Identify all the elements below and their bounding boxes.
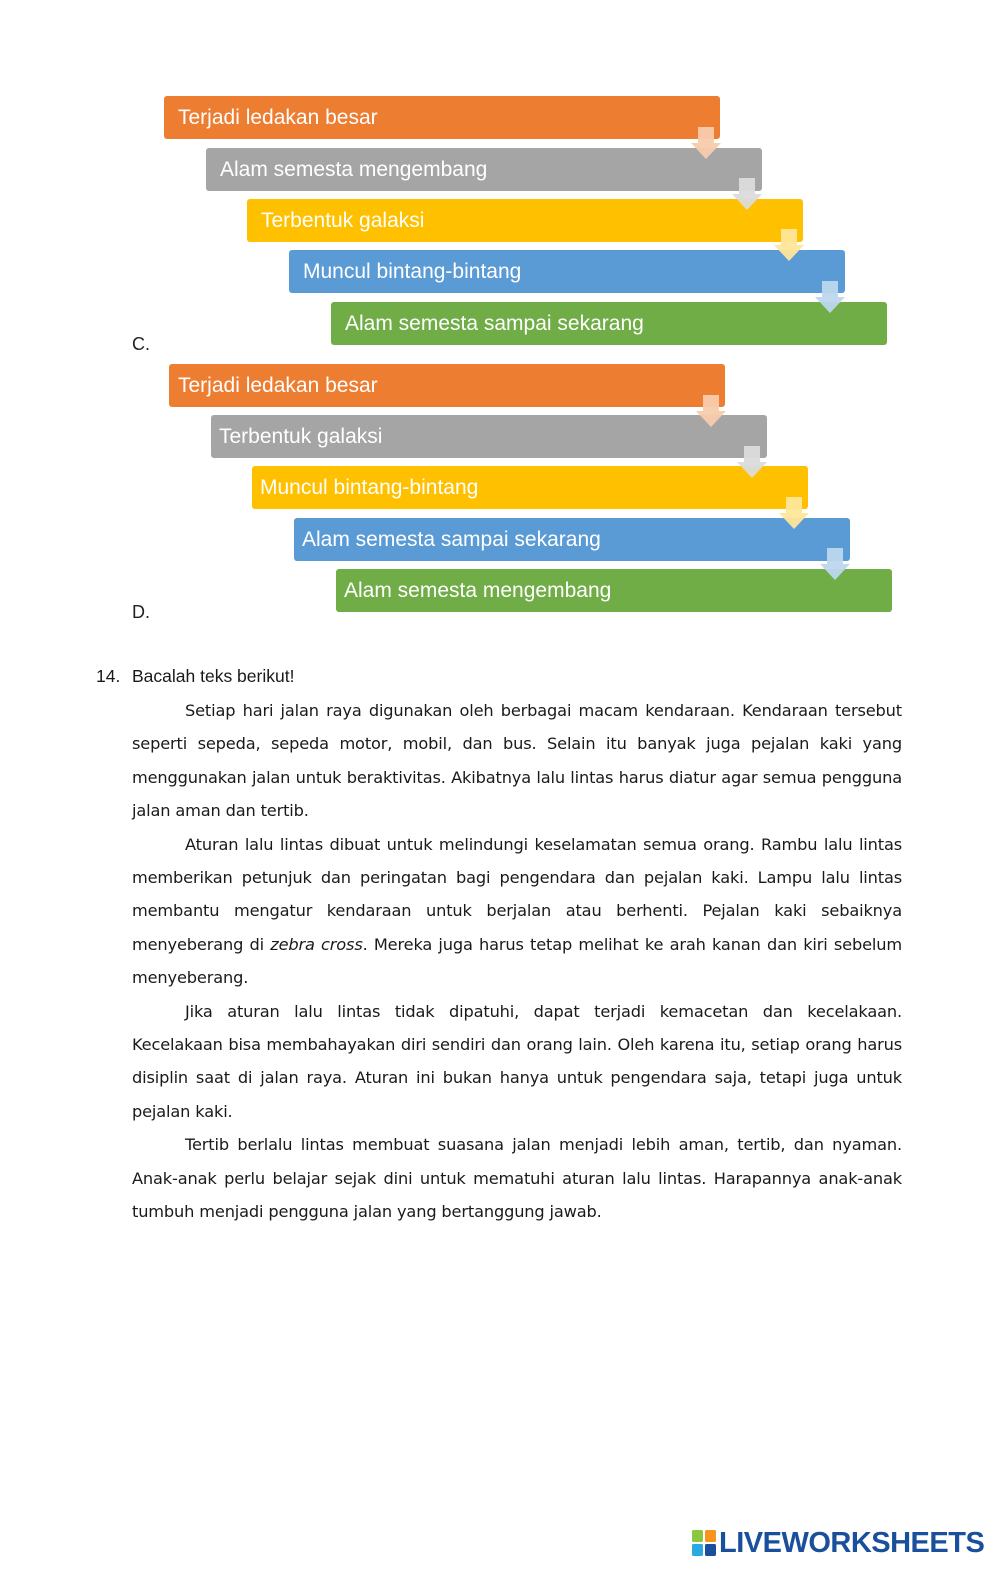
option-d-step-2 [211,415,767,458]
option-c-letter: C. [132,334,150,354]
step-label: Terbentuk galaksi [219,425,383,448]
paragraph-text: Jika aturan lalu lintas tidak dipatuhi, dapat terjadi kemacetan dan kecelakaan. Kecelakaan bisa membahayakan diri sendiri dan orang lain. Oleh karena itu, setiap orang harus disiplin saat di jalan raya. Aturan ini bukan hanya untuk pengendara saja, tetapi juga untuk pejalan kaki. [132,1001,902,1121]
step-label: Muncul bintang-bintang [303,260,522,283]
down-arrow-icon [774,229,804,261]
paragraph-text: Aturan lalu lintas dibuat untuk melindungi keselamatan semua orang. Rambu lalu lintas memberikan petunjuk dan peringatan bagi pengendara dan pejalan kaki. Lampu lalu lintas membantu mengatur kendaraan untuk berjalan atau berhenti. Pejalan kaki sebaiknya menyeberang di [132,834,902,954]
passage-paragraph-4 [132,1128,902,1228]
down-arrow-icon [779,497,809,529]
passage-paragraph-1 [132,694,902,828]
paragraph-text: Setiap hari jalan raya digunakan oleh berbagai macam kendaraan. Kendaraan tersebut seperti sepeda, sepeda motor, mobil, dan bus. Selain itu banyak juga pejalan kaki yang menggunakan jalan untuk beraktivitas. Akibatnya lalu lintas harus diatur agar semua pengguna jalan aman dan tertib. [132,701,902,821]
option-d-step-3 [252,466,808,509]
liveworksheets-logo[interactable] [692,1528,984,1558]
step-label: Alam semesta sampai sekarang [302,528,601,551]
option-c-step-5 [331,302,887,345]
reading-passage [132,694,902,1229]
logo-icon [692,1530,716,1556]
down-arrow-icon [696,395,726,427]
option-d-step-5 [336,569,892,612]
step-label: Terbentuk galaksi [261,209,425,232]
down-arrow-icon [737,446,767,478]
step-label: Alam semesta mengembang [220,158,488,181]
option-d-step-4 [294,518,850,561]
logo-text: LIVEWORKSHEETS [719,1526,985,1559]
down-arrow-icon [691,127,721,159]
passage-paragraph-3 [132,995,902,1129]
option-d-step-1 [169,364,725,407]
step-label: Alam semesta sampai sekarang [345,312,644,335]
down-arrow-icon [820,548,850,580]
step-label: Terjadi ledakan besar [178,374,378,397]
step-label: Terjadi ledakan besar [178,106,378,129]
paragraph-text: . Mereka juga harus tetap melihat ke arah kanan dan kiri sebelum menyeberang. [132,934,902,988]
step-label: Alam semesta mengembang [344,579,612,602]
down-arrow-icon [815,281,845,313]
paragraph-text: Tertib berlalu lintas membuat suasana jalan menjadi lebih aman, tertib, dan nyaman. Anak-anak perlu belajar sejak dini untuk mematuhi aturan lalu lintas. Harapannya anak-anak tumbuh menjadi pengguna jalan yang bertanggung jawab. [132,1135,902,1222]
option-d-letter: D. [132,602,150,622]
italic-term: zebra cross [270,934,363,954]
step-label: Muncul bintang-bintang [260,476,479,499]
passage-paragraph-2 [132,828,902,995]
option-d-diagram [0,0,1000,602]
question-intro: Bacalah teks berikut! [132,666,295,686]
down-arrow-icon [732,178,762,210]
question-number: 14. [96,666,121,686]
